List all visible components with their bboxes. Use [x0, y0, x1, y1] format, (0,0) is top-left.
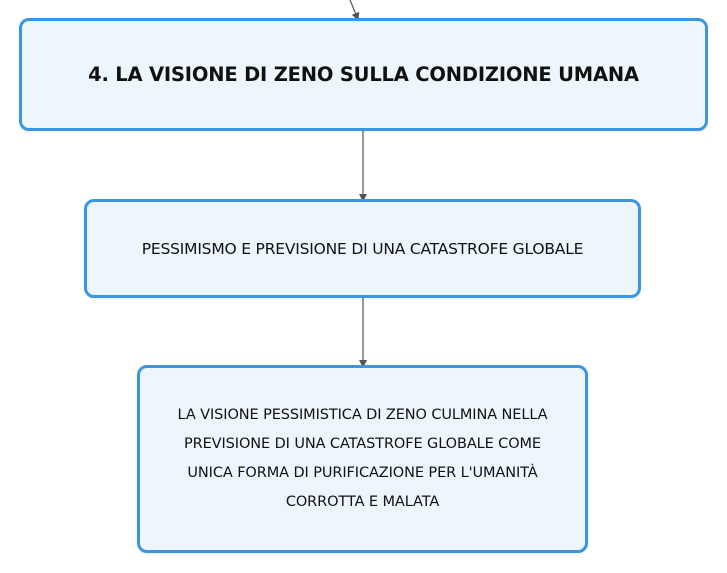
subtopic-node-pessimism[interactable]: [84, 199, 641, 298]
detail-node-global-catastrophe[interactable]: [137, 365, 588, 553]
topic-node-zeno-human-condition[interactable]: [19, 18, 708, 131]
detail-line-2: PREVISIONE DI UNA CATASTROFE GLOBALE COME: [184, 436, 541, 452]
detail-line-4: CORROTTA E MALATA: [285, 494, 440, 510]
detail-node-text: [178, 401, 548, 517]
detail-line-3: UNICA FORMA DI PURIFICAZIONE PER L'UMANITÀ: [187, 465, 538, 481]
topic-node-title: 4. LA VISIONE DI ZENO SULLA CONDIZIONE UMANA: [88, 63, 639, 86]
connector-parent-to-node-1: [350, 0, 357, 17]
subtopic-node-label: PESSIMISMO E PREVISIONE DI UNA CATASTROFE GLOBALE: [141, 239, 584, 258]
detail-line-1: LA VISIONE PESSIMISTICA DI ZENO CULMINA NELLA: [177, 407, 548, 423]
